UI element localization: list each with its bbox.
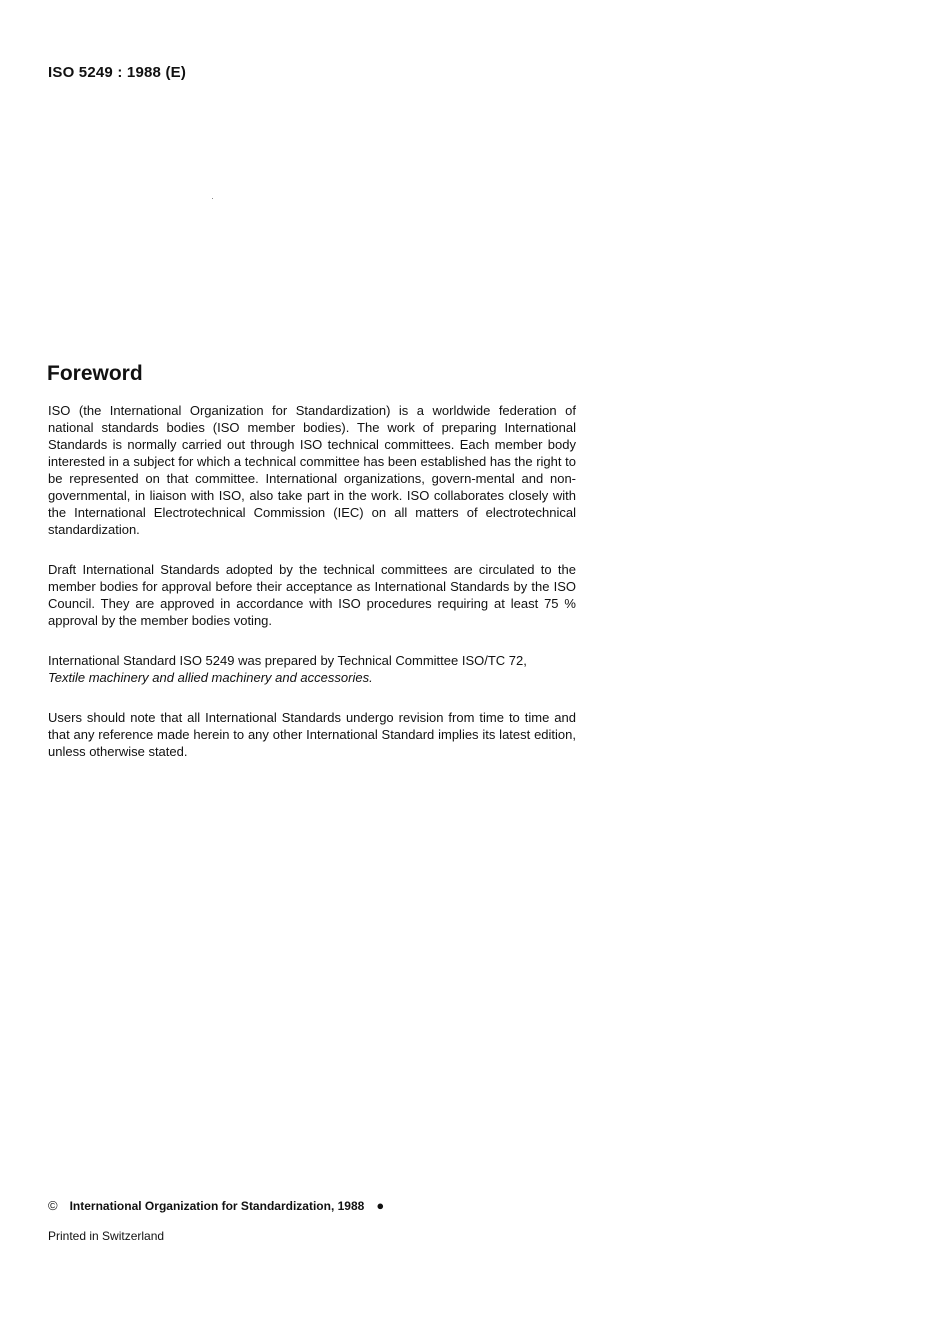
foreword-paragraph-2: Draft International Standards adopted by the technical committees are circulated to the member bodies for approval before their acceptance as International Standards by the ISO Council. They are approved in accordance with ISO procedures requiring at least 75 % approval by the member bodies voting.: [48, 562, 576, 628]
foreword-paragraph-1: ISO (the International Organization for Standardization) is a worldwide federation of national standards bodies (ISO member bodies). The work of preparing International Standards is normally carried out through ISO technical committees. Each member body interested in a subject for which a technical committee has been established has the right to be represented on that committee. International organizations, govern-mental and non-governmental, in liaison with ISO, also take part in the work. ISO collaborates closely with the International Electrotechnical Commission (IEC) on all matters of electrotechnical standardization.: [48, 403, 576, 537]
foreword-paragraph-3: [48, 652, 576, 686]
paragraph-3-lead: International Standard ISO 5249 was prepared by Technical Committee ISO/TC 72,: [48, 653, 527, 668]
copyright-text: International Organization for Standardization, 1988: [69, 1198, 365, 1213]
printed-in: Printed in Switzerland: [48, 1229, 165, 1243]
foreword-title: Foreword: [47, 362, 143, 385]
document-id: ISO 5249 : 1988 (E): [48, 64, 187, 81]
foreword-paragraph-4: Users should note that all International Standards undergo revision from time to time and that any reference made herein to any other International Standard implies its latest edition, unless otherwise stated.: [48, 710, 576, 759]
foreword-body: [48, 402, 576, 783]
scan-speck: [212, 198, 213, 199]
bullet-icon: ●: [376, 1198, 385, 1213]
committee-title: Textile machinery and allied machinery and accessories.: [48, 670, 373, 685]
copyright-line: [48, 1198, 384, 1213]
copyright-icon: ©: [48, 1198, 58, 1213]
